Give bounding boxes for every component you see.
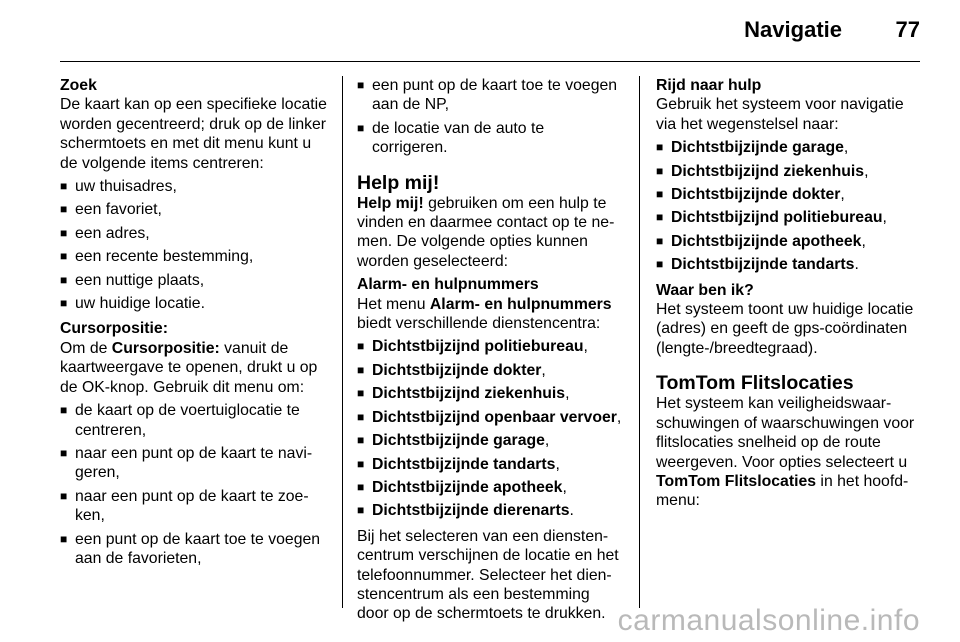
list-item: ■ Dichtstbijzijnd politiebureau,	[656, 208, 924, 227]
section-heading-zoek: Zoek	[60, 77, 97, 94]
list-item: ■ een adres,	[60, 224, 328, 243]
list-item: ■ een nuttige plaats,	[60, 271, 328, 290]
text-run: Het menu	[357, 295, 430, 313]
page-number: 77	[895, 17, 920, 42]
text-run: Om de	[60, 339, 112, 357]
text-run: Het systeem kan veiligheidswaarschuwingen of waarschuwingen voor flitslocaties snelheid op de route weergeven. Voor opties selecteert u	[656, 395, 915, 471]
list-item: ■ uw huidige locatie.	[60, 294, 328, 313]
text-run: biedt verschillende dienstencentra:	[357, 315, 601, 333]
list-item: ■ Dichtstbijzijnd politiebureau,	[357, 337, 623, 356]
page-header	[0, 0, 960, 62]
list-item: ■ Dichtstbijzijnde apotheek,	[357, 478, 623, 497]
list-item: ■ Dichtstbijzijnde dokter,	[656, 185, 924, 204]
list-item: ■ een punt op de kaart toe te voegen aan de favorieten,	[60, 530, 328, 569]
list-item: ■ Dichtstbijzijnde garage,	[656, 138, 924, 157]
text-run: gebruiken om een hulp te vinden en daarmee contact op te nemen. De volgende opties kunnen worden geselecteerd:	[357, 194, 615, 270]
column-left	[60, 76, 328, 574]
list-item: ■ een punt op de kaart toe te voegen aan de NP,	[357, 76, 623, 115]
list-item: ■ de kaart op de voertuiglocatie te centreren,	[60, 401, 328, 440]
list-item: ■ Dichtstbijzijnde tandarts.	[656, 255, 924, 274]
section-heading-tomtom: TomTom Flitslocaties	[656, 372, 854, 395]
text-run-bold: Alarm- en hulpnummers	[429, 295, 612, 313]
section-heading-alarm: Alarm- en hulpnummers	[357, 276, 539, 294]
list-item: ■ een favoriet,	[60, 200, 328, 219]
alarm-list	[357, 337, 623, 520]
text-run: vanuit de kaartweergave te openen, drukt u op de OK-knop. Gebruik dit menu om:	[60, 339, 318, 396]
section-heading-rijd: Rijd naar hulp	[656, 77, 762, 94]
list-item: ■ naar een punt op de kaart te zoeken,	[60, 487, 328, 526]
list-item: ■ naar een punt op de kaart te navigeren,	[60, 444, 328, 483]
list-item: ■ een recente bestemming,	[60, 247, 328, 266]
text-run-bold: TomTom Flitslocaties	[656, 472, 817, 490]
cursor-paragraph	[60, 339, 328, 397]
alarm-after-paragraph: Bij het selecteren van een dienstencentrum verschijnen de locatie en het telefoonnummer. Selecteer het dienstencentrum als een bestemming door op de schermtoets te drukken.	[357, 527, 619, 623]
watermark: carmanualsonline.info	[617, 604, 920, 637]
list-item: ■ Dichtstbijzijnde dokter,	[357, 361, 623, 380]
tomtom-paragraph	[656, 394, 924, 510]
list-item: ■ uw thuisadres,	[60, 177, 328, 196]
section-heading-help: Help mij!	[357, 171, 440, 194]
list-item: ■ Dichtstbijzijnde apotheek,	[656, 232, 924, 251]
zoek-paragraph: De kaart kan op een specifieke locatie worden gecentreerd; druk op de linker schermtoets en met dit menu kunt u de volgende items centreren:	[60, 96, 327, 172]
alarm-paragraph	[357, 295, 623, 334]
column-middle	[357, 76, 623, 624]
cursor-list	[60, 401, 328, 568]
list-item: ■ Dichtstbijzijnde tandarts,	[357, 455, 623, 474]
section-heading-waar: Waar ben ik?	[656, 281, 754, 299]
text-run: in het hoofdmenu:	[656, 472, 909, 510]
section-heading-cursor: Cursorpositie:	[60, 320, 168, 338]
header-rule	[60, 61, 920, 62]
list-item: ■ Dichtstbijzijnde garage,	[357, 431, 623, 450]
list-item: ■ Dichtstbijzijnd ziekenhuis,	[357, 384, 623, 403]
list-item: ■ de locatie van de auto te corrigeren.	[357, 119, 623, 158]
list-item: ■ Dichtstbijzijnde dierenarts.	[357, 501, 623, 520]
list-item: ■ Dichtstbijzijnd ziekenhuis,	[656, 162, 924, 181]
column-right	[656, 76, 924, 511]
list-item: ■ Dichtstbijzijnd openbaar vervoer,	[357, 408, 623, 427]
waar-paragraph: Het systeem toont uw huidige locatie (adres) en geeft de gps-coördinaten (lengte-/breedtegraad).	[656, 301, 914, 357]
rijd-list	[656, 138, 924, 274]
rijd-paragraph: Gebruik het systeem voor navigatie via het wegenstelsel naar:	[656, 96, 904, 133]
column-divider	[639, 76, 640, 608]
help-paragraph	[357, 194, 623, 272]
zoek-list	[60, 177, 328, 313]
page-title: Navigatie	[744, 17, 842, 42]
column-divider	[342, 76, 343, 608]
text-run-bold: Help mij!	[357, 194, 424, 212]
text-run-bold: Cursorpositie:	[111, 339, 220, 357]
continued-list	[357, 76, 623, 158]
